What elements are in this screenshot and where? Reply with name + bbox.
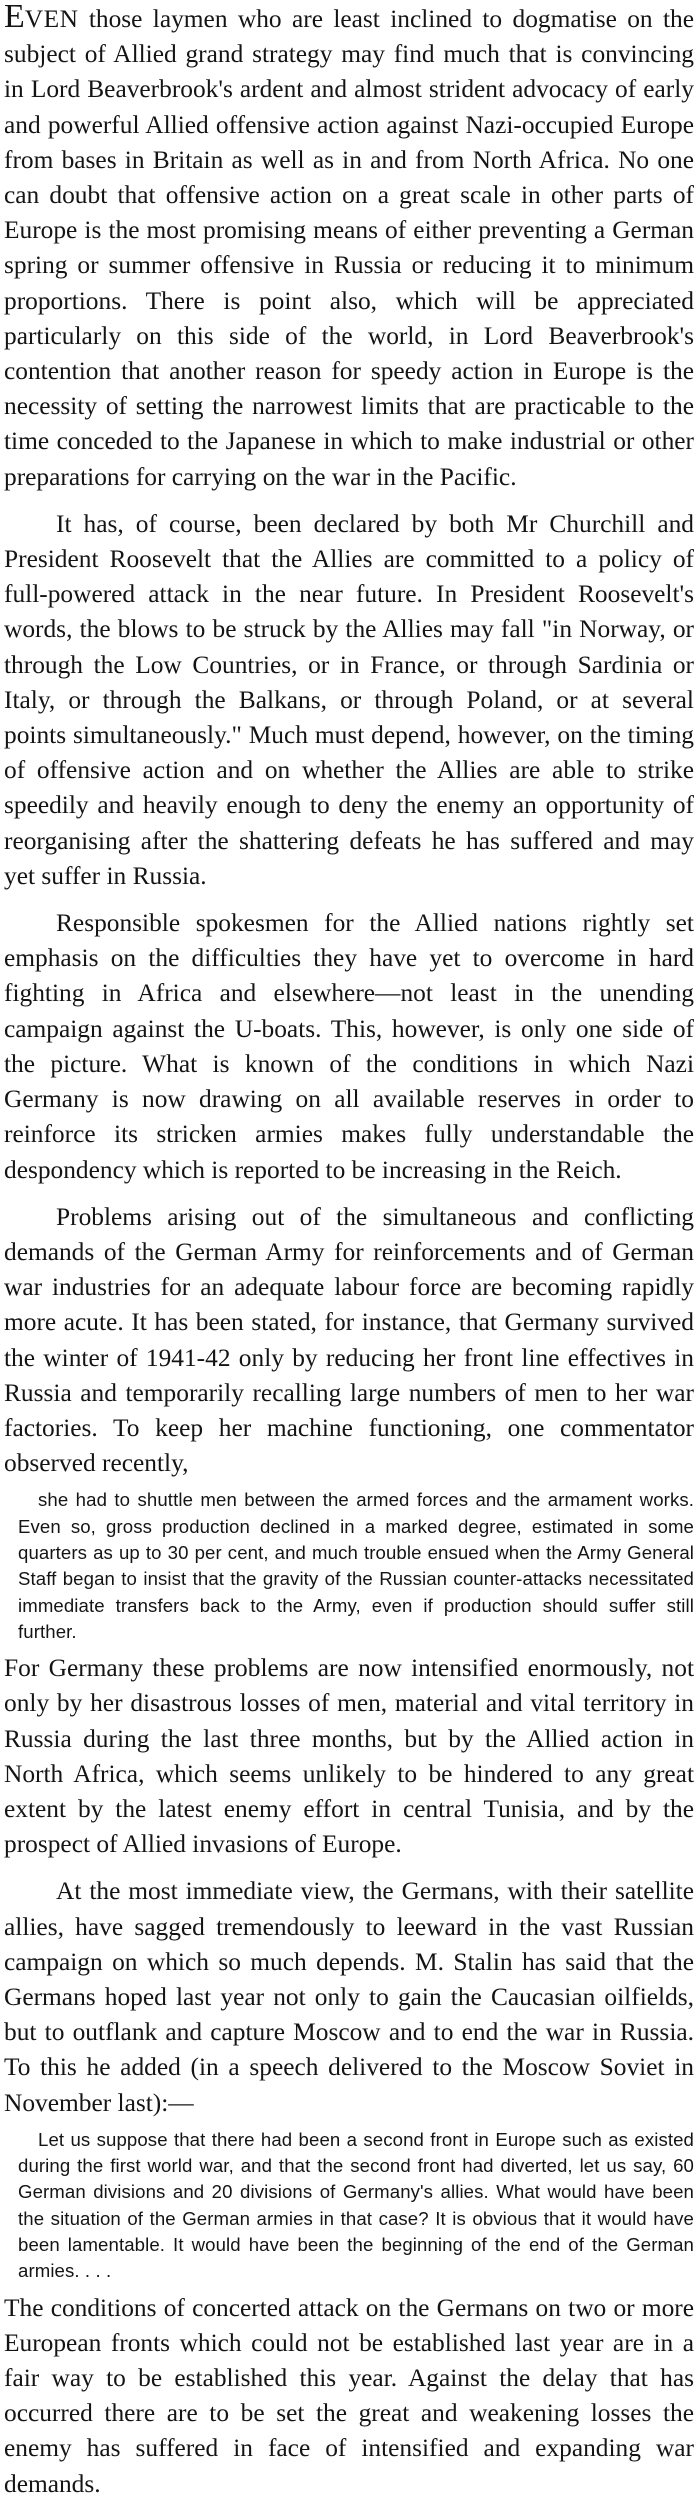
paragraph-gap bbox=[4, 1862, 694, 1874]
paragraph-7: The conditions of concerted attack on the Germans on two or more European fronts which could not be established last year are in a fair way to be established this year. Against the delay that has occurred there are to be set the great and weakening losses the enemy has suffered in face of intensified and expanding war demands. bbox=[4, 2293, 694, 2498]
drop-cap: E bbox=[4, 0, 25, 35]
paragraph-gap bbox=[4, 1188, 694, 1200]
paragraph-1 bbox=[4, 2, 694, 495]
paragraph-gap bbox=[4, 894, 694, 906]
paragraph-gap bbox=[4, 495, 694, 507]
paragraph-3: Responsible spokesmen for the Allied nations rightly set emphasis on the difficulties they have yet to overcome in hard fighting in Africa and elsewhere—not least in the unending campaign against the U-boats. This, however, is only one side of the picture. What is known of the conditions in which Nazi Germany is now drawing on all available reserves in order to reinforce its stricken armies makes fully understandable the despondency which is reported to be increasing in the Reich. bbox=[4, 909, 694, 1184]
paragraph-5: For Germany these problems are now intensified enormously, not only by her disastrous losses of men, material and vital territory in Russia during the last three months, but by the Allied action in North Africa, which seems unlikely to be hindered to any great extent by the latest enemy effort in central Tunisia, and by the prospect of Allied invasions of Europe. bbox=[4, 1654, 694, 1859]
editorial-article bbox=[4, 2, 694, 2502]
paragraph-2: It has, of course, been declared by both Mr Churchill and President Roosevelt that the Allies are committed to a policy of full-powered attack in the near future. In President Roosevelt's words, the blows to be struck by the Allies may fall "in Norway, or through the Low Countries, or in France, or through Sardinia or Italy, or through the Balkans, or through Poland, or at several points simultaneously." Much must depend, however, on the timing of offensive action and on whether the Allies are able to strike speedily and heavily enough to deny the enemy an opportunity of reorganising after the shattering defeats he has suffered and may yet suffer in Russia. bbox=[4, 509, 694, 890]
paragraph-6: At the most immediate view, the Germans, with their satellite allies, have sagged tremendously to leeward in the vast Russian campaign on which so much depends. M. Stalin has said that the Germans hoped last year not only to gain the Caucasian oilfields, but to outflank and capture Moscow and to end the war in Russia. To this he added (in a speech delivered to the Moscow Soviet in November last):— bbox=[4, 1877, 694, 2117]
paragraph-4: Problems arising out of the simultaneous and conflicting demands of the German Army for reinforcements and of German war industries for an adequate labour force are becoming rapidly more acute. It has been stated, for instance, that Germany survived the winter of 1941-42 only by reducing her front line effectives in Russia and temporarily recalling large numbers of men to her war factories. To keep her machine functioning, one commentator observed recently, bbox=[4, 1202, 694, 1478]
lead-word: VEN bbox=[24, 5, 79, 33]
block-quote-commentator: she had to shuttle men between the armed forces and the armament works. Even so, gross production declined in a marked degree, estimated in some quarters as up to 30 per cent, and much trouble ensued when the Army General Staff began to insist that the gravity of the Russian counter-attacks necessitated immediate transfers back to the Army, even if production should suffer still further. bbox=[18, 1489, 694, 1642]
paragraph-1-text: those laymen who are least inclined to dogmatise on the subject of Allied grand strategy may find much that is convincing in Lord Beaverbrook's ardent and almost strident advocacy of early and powerful Allied offensive action against Nazi-occupied Europe from bases in Britain as well as in and from North Africa. No one can doubt that offensive action on a great scale in other parts of Europe is the most promising means of either preventing a German spring or summer offensive in Russia or reducing it to minimum proportions. There is point also, which will be appreciated particularly on this side of the world, in Lord Beaverbrook's contention that another reason for speedy action in Europe is the necessity of setting the narrowest limits that are practicable to the time conceded to the Japanese in which to make industrial or other preparations for carrying on the war in the Pacific. bbox=[4, 5, 694, 491]
block-quote-stalin: Let us suppose that there had been a second front in Europe such as existed during the first world war, and that the second front had diverted, let us say, 60 German divisions and 20 divisions of Germany's allies. What would have been the situation of the German armies in that case? It is obvious that it would have been lamentable. It would have been the beginning of the end of the German armies. . . . bbox=[18, 2128, 694, 2282]
